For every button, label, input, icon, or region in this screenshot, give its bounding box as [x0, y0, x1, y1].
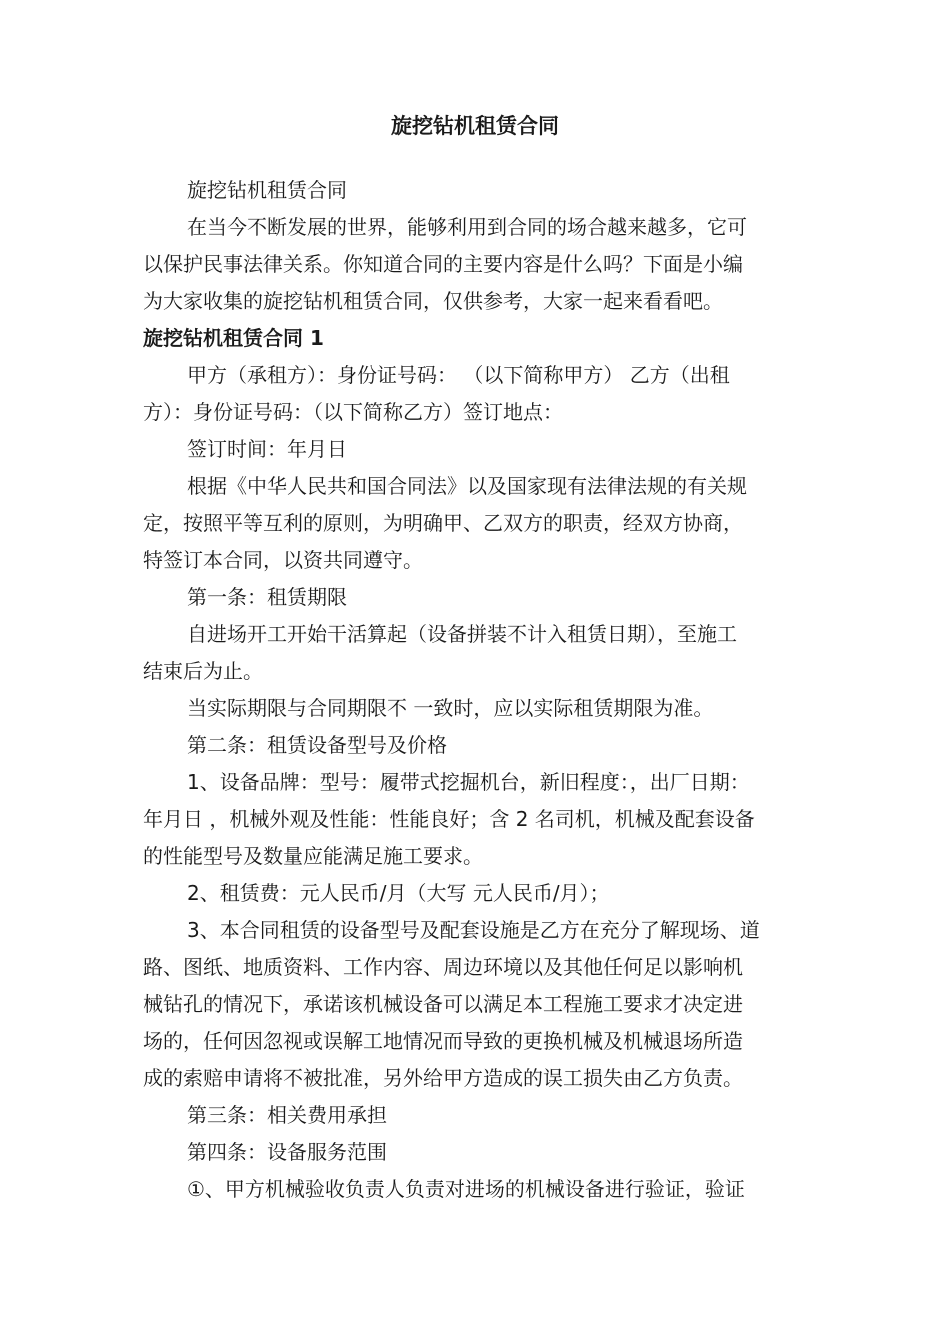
paragraph-line: 在当今不断发展的世界，能够利用到合同的场合越来越多，它可 [187, 215, 747, 239]
clause-heading: 第四条：设备服务范围 [187, 1140, 387, 1164]
paragraph-line: 场的，任何因忽视或误解工地情况而导致的更换机械及机械退场所造 [143, 1029, 743, 1053]
paragraph-line: 路、图纸、地质资料、工作内容、周边环境以及其他任何足以影响机 [143, 955, 743, 979]
paragraph-line: 械钻孔的情况下，承诺该机械设备可以满足本工程施工要求才决定进 [143, 992, 743, 1016]
paragraph-line: 特签订本合同，以资共同遵守。 [143, 548, 423, 572]
clause-heading: 第一条：租赁期限 [187, 585, 347, 609]
paragraph-line: 2、租赁费：元人民币/月（大写 元人民币/月）； [187, 881, 610, 905]
paragraph-line: 成的索赔申请将不被批准，另外给甲方造成的误工损失由乙方负责。 [143, 1066, 743, 1090]
paragraph-line: 结束后为止。 [143, 659, 263, 683]
paragraph-line: 签订时间：年月日 [187, 437, 347, 461]
paragraph-line: ①、甲方机械验收负责人负责对进场的机械设备进行验证，验证 [187, 1177, 745, 1201]
paragraph-line: 3、本合同租赁的设备型号及配套设施是乙方在充分了解现场、道 [187, 918, 760, 942]
paragraph-line: 甲方（承租方）：身份证号码： （以下简称甲方） 乙方（出租 [187, 363, 730, 387]
document-title: 旋挖钻机租赁合同 [391, 114, 559, 138]
paragraph-line: 根据《中华人民共和国合同法》以及国家现有法律法规的有关规 [187, 474, 747, 498]
paragraph-line: 1、设备品牌：型号：履带式挖掘机台，新旧程度：，出厂日期： [187, 770, 750, 794]
paragraph-line: 的性能型号及数量应能满足施工要求。 [143, 844, 483, 868]
paragraph-line: 为大家收集的旋挖钻机租赁合同，仅供参考，大家一起来看看吧。 [143, 289, 723, 313]
section-heading: 旋挖钻机租赁合同 1 [143, 326, 324, 350]
paragraph-line: 当实际期限与合同期限不 一致时，应以实际租赁期限为准。 [187, 696, 714, 720]
paragraph-line: 旋挖钻机租赁合同 [187, 178, 347, 202]
clause-heading: 第三条：相关费用承担 [187, 1103, 387, 1127]
paragraph-line: 年月日 ，机械外观及性能：性能良好；含 2 名司机，机械及配套设备 [143, 807, 755, 831]
paragraph-line: 自进场开工开始干活算起（设备拼装不计入租赁日期），至施工 [187, 622, 737, 646]
clause-heading: 第二条：租赁设备型号及价格 [187, 733, 447, 757]
paragraph-line: 定，按照平等互利的原则，为明确甲、乙双方的职责，经双方协商， [143, 511, 743, 535]
paragraph-line: 方）：身份证号码：（以下简称乙方）签订地点： [143, 400, 563, 424]
paragraph-line: 以保护民事法律关系。你知道合同的主要内容是什么吗？下面是小编 [143, 252, 743, 276]
